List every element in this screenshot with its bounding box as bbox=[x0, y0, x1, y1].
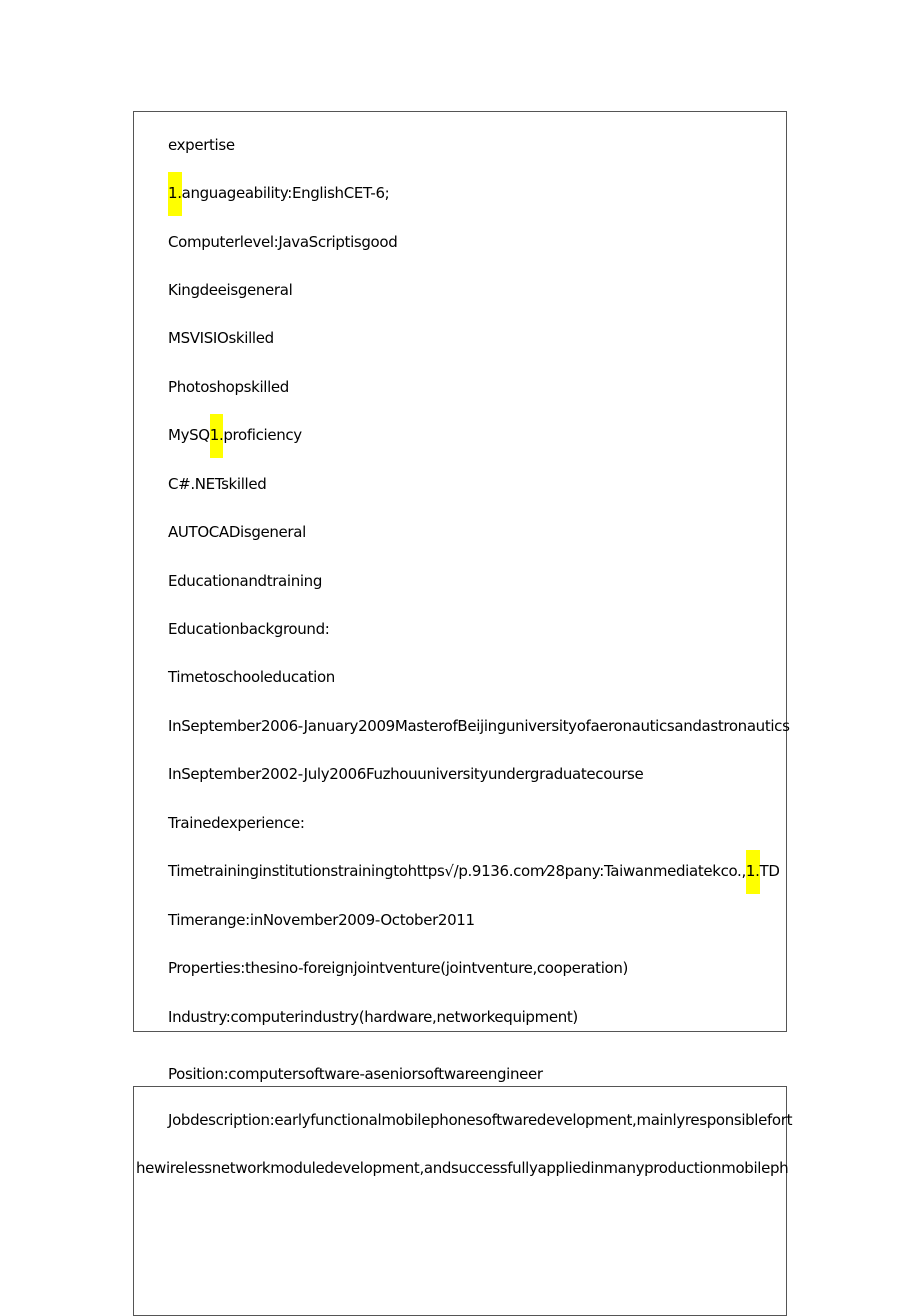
training-institution-line: Timetraininginstitutionstrainingtohttps√/p.9136.com⁄28pany:Taiwanmediatekco.,1.TD bbox=[168, 861, 780, 881]
highlight-mark: 1. bbox=[168, 172, 182, 216]
mysql-line: MySQ1.proficiency bbox=[168, 425, 302, 445]
kingdee-line: Kingdeeisgeneral bbox=[168, 281, 293, 299]
job-description-line-2: hewirelessnetworkmoduledevelopment,andsuccessfullyappliedinmanyproductionmobileph bbox=[136, 1159, 789, 1177]
computer-level-line: Computerlevel:JavaScriptisgood bbox=[168, 233, 398, 251]
language-ability-line: 1.anguageability:EnglishCET-6; bbox=[168, 183, 389, 203]
properties-line: Properties:thesino-foreignjointventure(jointventure,cooperation) bbox=[168, 959, 629, 977]
highlight-mark: 1. bbox=[746, 850, 760, 894]
msvisio-line: MSVISIOskilled bbox=[168, 329, 274, 347]
expertise-heading: expertise bbox=[168, 136, 235, 154]
time-school-line: Timetoschooleducation bbox=[168, 668, 335, 686]
time-range-line: Timerange:inNovember2009-October2011 bbox=[168, 911, 475, 929]
trained-experience-heading: Trainedexperience: bbox=[168, 814, 305, 832]
job-description-line-1: Jobdescription:earlyfunctionalmobilephonesoftwaredevelopment,mainlyresponsiblefort bbox=[168, 1111, 793, 1129]
education-entry-1: InSeptember2006-January2009MasterofBeijinguniversityofaeronauticsandastronautics bbox=[168, 717, 790, 735]
photoshop-line: Photoshopskilled bbox=[168, 378, 289, 396]
education-background-heading: Educationbackground: bbox=[168, 620, 330, 638]
csharp-line: C#.NETskilled bbox=[168, 475, 267, 493]
education-entry-2: InSeptember2002-July2006Fuzhouuniversityundergraduatecourse bbox=[168, 765, 644, 783]
position-line: Position:computersoftware-aseniorsoftwareengineer bbox=[168, 1065, 543, 1083]
education-training-heading: Educationandtraining bbox=[168, 572, 323, 590]
highlight-mark: 1. bbox=[210, 414, 224, 458]
industry-line: Industry:computerindustry(hardware,networkequipment) bbox=[168, 1008, 578, 1026]
autocad-line: AUTOCADisgeneral bbox=[168, 523, 306, 541]
